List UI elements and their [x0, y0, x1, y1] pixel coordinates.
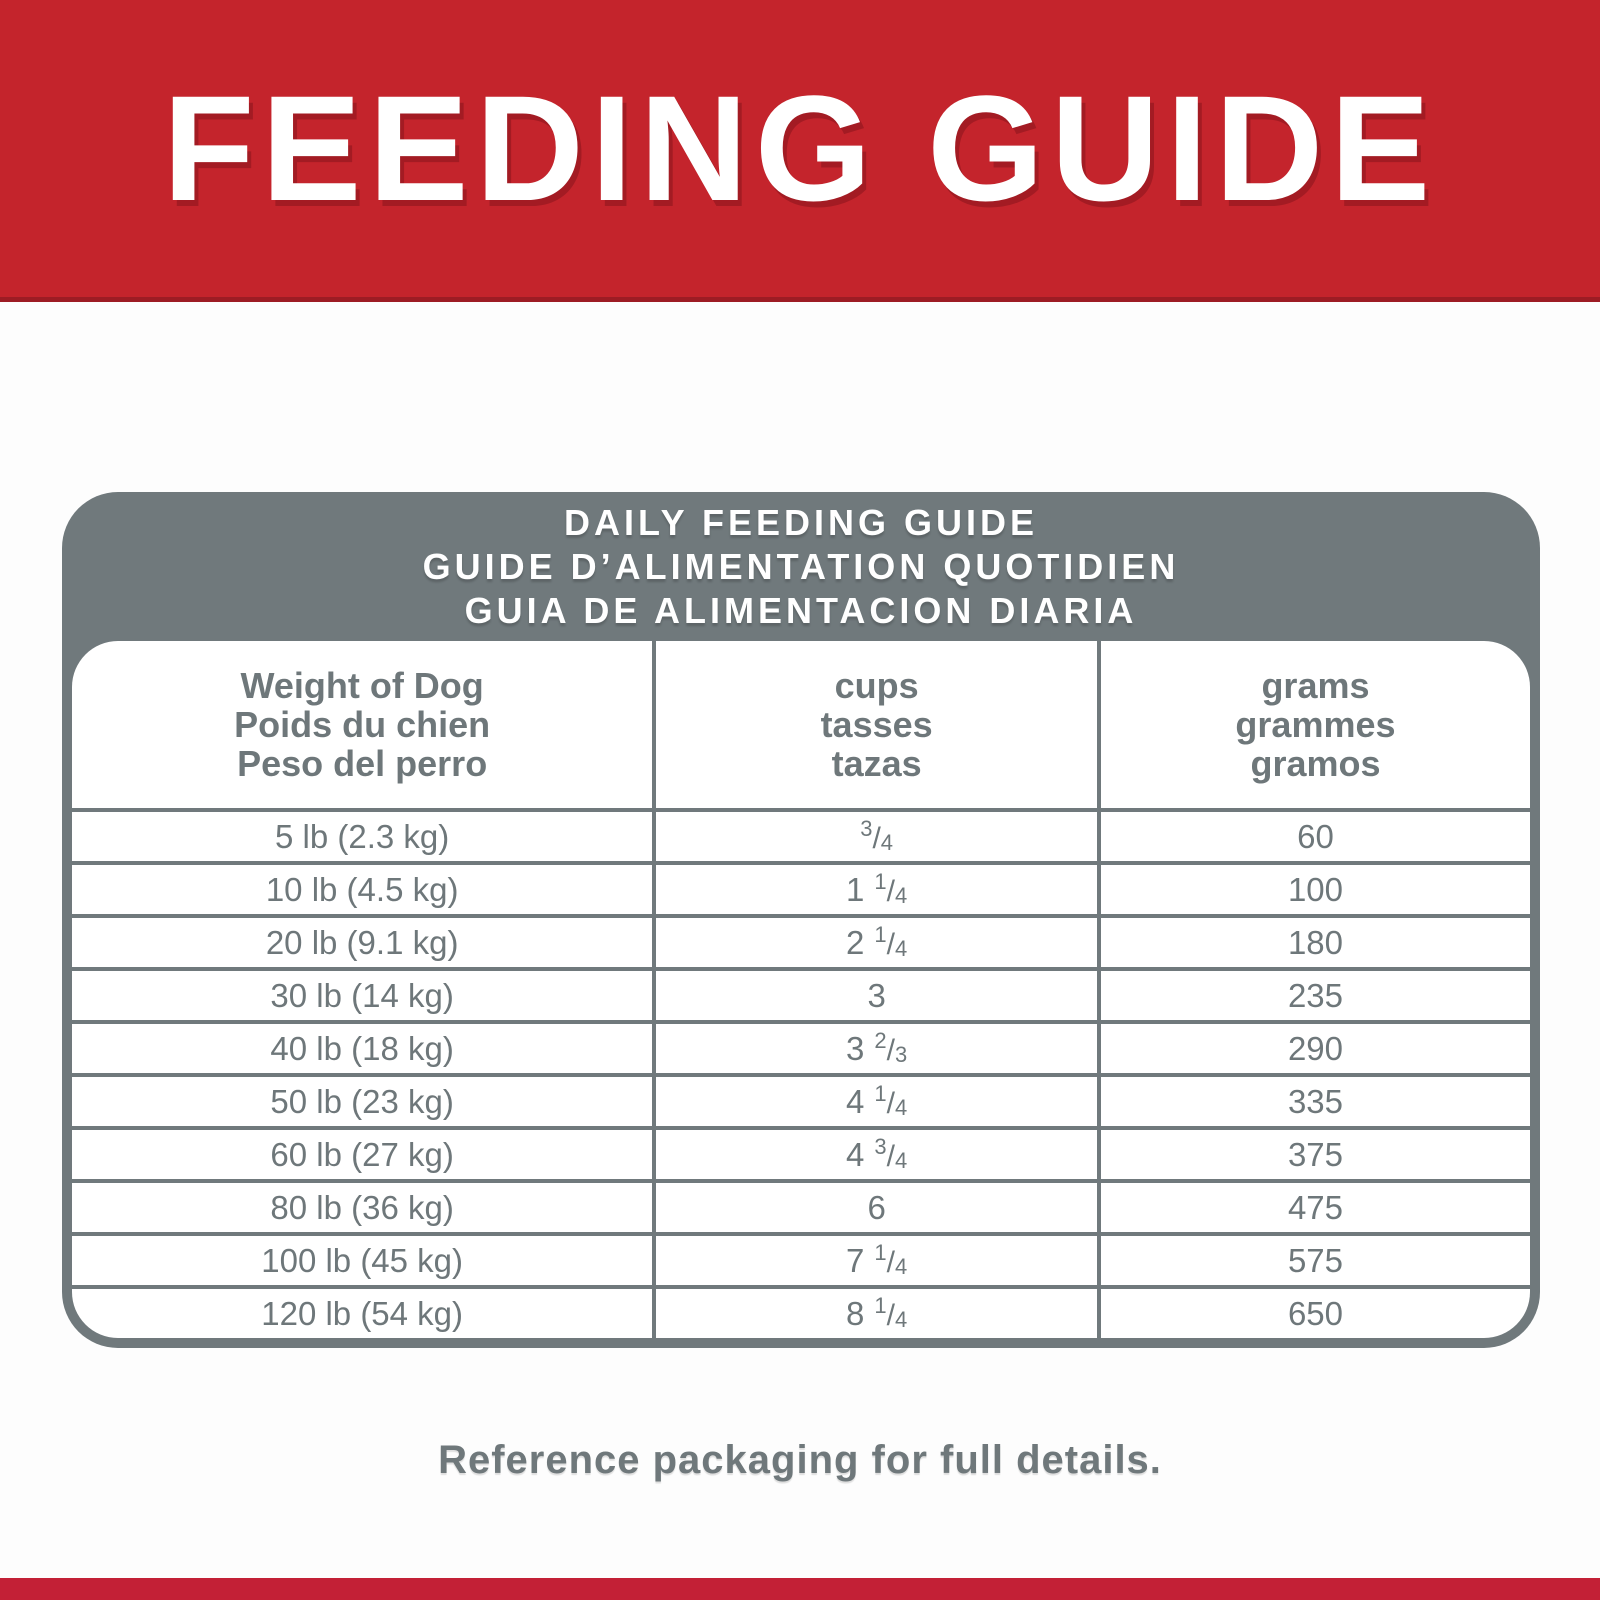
row-grams: 290	[1097, 1020, 1530, 1073]
row-weight: 120 lb (54 kg)	[72, 1285, 652, 1338]
row-grams: 100	[1097, 861, 1530, 914]
row-cups: 3 $^2$/3	[652, 1020, 1097, 1073]
row-grams: 60	[1097, 808, 1530, 861]
row-grams: 650	[1097, 1285, 1530, 1338]
row-weight: 30 lb (14 kg)	[72, 967, 652, 1020]
column-header-grams: grams grammes gramos	[1097, 641, 1530, 808]
row-weight: 5 lb (2.3 kg)	[72, 808, 652, 861]
column-header-cups: cups tasses tazas	[652, 641, 1097, 808]
row-grams: 475	[1097, 1179, 1530, 1232]
table-title-es: GUIA DE ALIMENTACION DIARIA	[464, 589, 1138, 631]
row-grams: 235	[1097, 967, 1530, 1020]
row-weight: 80 lb (36 kg)	[72, 1179, 652, 1232]
row-grams: 375	[1097, 1126, 1530, 1179]
table-body-panel	[72, 641, 1530, 1338]
table-title-en: DAILY FEEDING GUIDE	[563, 501, 1039, 543]
row-grams: 180	[1097, 914, 1530, 967]
row-cups: 7 $^1$/4	[652, 1232, 1097, 1285]
daily-feeding-table	[62, 492, 1540, 1348]
bottom-red-strip	[0, 1578, 1600, 1600]
row-weight: 20 lb (9.1 kg)	[72, 914, 652, 967]
feeding-table-grid	[72, 641, 1530, 1338]
row-weight: 100 lb (45 kg)	[72, 1232, 652, 1285]
row-weight: 50 lb (23 kg)	[72, 1073, 652, 1126]
row-cups: 2 $^1$/4	[652, 914, 1097, 967]
row-cups: 4 $^1$/4	[652, 1073, 1097, 1126]
column-header-weight: Weight of Dog Poids du chien Peso del perro	[234, 665, 491, 784]
row-cups: 4 $^3$/4	[652, 1126, 1097, 1179]
page-title: FEEDING GUIDE	[162, 64, 1438, 232]
row-cups: $^3$/4	[652, 808, 1097, 861]
row-weight: 40 lb (18 kg)	[72, 1020, 652, 1073]
row-cups: 3	[652, 967, 1097, 1020]
row-weight: 10 lb (4.5 kg)	[72, 861, 652, 914]
feeding-guide-banner	[0, 0, 1600, 302]
row-grams: 575	[1097, 1232, 1530, 1285]
reference-note: Reference packaging for full details.	[438, 1438, 1162, 1482]
row-cups: 6	[652, 1179, 1097, 1232]
table-title-band	[72, 492, 1530, 641]
row-cups: 1 $^1$/4	[652, 861, 1097, 914]
row-cups: 8 $^1$/4	[652, 1285, 1097, 1338]
row-grams: 335	[1097, 1073, 1530, 1126]
table-title-fr: GUIDE D’ALIMENTATION QUOTIDIEN	[422, 545, 1180, 587]
row-weight: 60 lb (27 kg)	[72, 1126, 652, 1179]
